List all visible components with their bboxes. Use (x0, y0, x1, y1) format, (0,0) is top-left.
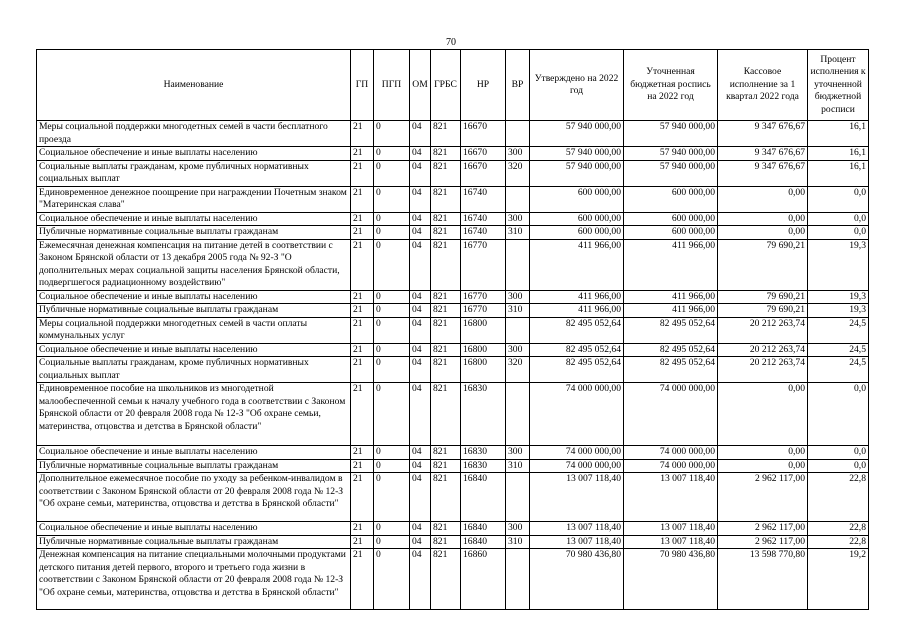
cell-percent: 16,1 (808, 121, 869, 147)
cell-nr: 16860 (461, 549, 506, 610)
cell-cash: 9 347 676,67 (718, 160, 808, 186)
header-om: ОМ (410, 50, 431, 121)
cell-percent: 19,3 (808, 239, 869, 290)
cell-name: Дополнительное ежемесячное пособие по уходу за ребенком-инвалидом в соответствии с Законом Брянской области от 20 февраля 2008 года № 12-З "Об охране семьи, материнства, отцовства и детства в Брянской области" (37, 473, 351, 522)
cell-name: Меры социальной поддержки многодетных семей в части оплаты коммунальных услуг (37, 317, 351, 343)
cell-refined: 411 966,00 (624, 239, 718, 290)
cell-approved: 600 000,00 (530, 186, 624, 212)
cell-refined: 600 000,00 (624, 212, 718, 226)
cell-om: 04 (410, 459, 431, 473)
cell-nr: 16840 (461, 473, 506, 522)
cell-approved: 74 000 000,00 (530, 459, 624, 473)
cell-ppgp: 0 (374, 549, 410, 610)
table-row (37, 473, 869, 522)
cell-approved: 57 940 000,00 (530, 121, 624, 147)
cell-percent: 19,3 (808, 290, 869, 304)
cell-approved: 57 940 000,00 (530, 147, 624, 161)
cell-ppgp: 0 (374, 473, 410, 522)
cell-name: Публичные нормативные социальные выплаты гражданам (37, 459, 351, 473)
cell-name: Социальное обеспечение и иные выплаты населению (37, 290, 351, 304)
cell-refined: 82 495 052,64 (624, 357, 718, 383)
cell-grbs: 821 (431, 535, 461, 549)
cell-ppgp: 0 (374, 304, 410, 318)
cell-cash: 20 212 263,74 (718, 343, 808, 357)
cell-grbs: 821 (431, 290, 461, 304)
table-row (37, 383, 869, 446)
cell-om: 04 (410, 147, 431, 161)
cell-vr: 300 (506, 147, 530, 161)
cell-vr: 300 (506, 290, 530, 304)
cell-refined: 57 940 000,00 (624, 121, 718, 147)
header-row (37, 50, 869, 121)
table-row (37, 226, 869, 240)
cell-refined: 74 000 000,00 (624, 459, 718, 473)
cell-vr: 300 (506, 343, 530, 357)
cell-ppgp: 0 (374, 383, 410, 446)
cell-nr: 16740 (461, 186, 506, 212)
cell-nr: 16740 (461, 212, 506, 226)
cell-cash: 2 962 117,00 (718, 473, 808, 522)
cell-grbs: 821 (431, 121, 461, 147)
cell-ppgp: 0 (374, 343, 410, 357)
cell-approved: 82 495 052,64 (530, 317, 624, 343)
cell-grbs: 821 (431, 459, 461, 473)
cell-gp: 21 (351, 147, 374, 161)
cell-percent: 24,5 (808, 357, 869, 383)
cell-nr: 16800 (461, 357, 506, 383)
cell-grbs: 821 (431, 343, 461, 357)
cell-om: 04 (410, 226, 431, 240)
cell-name: Социальное обеспечение и иные выплаты населению (37, 446, 351, 460)
cell-gp: 21 (351, 304, 374, 318)
cell-name: Социальное обеспечение и иные выплаты населению (37, 343, 351, 357)
cell-nr: 16740 (461, 226, 506, 240)
cell-nr: 16670 (461, 147, 506, 161)
cell-vr (506, 383, 530, 446)
cell-om: 04 (410, 535, 431, 549)
cell-cash: 2 962 117,00 (718, 522, 808, 536)
cell-grbs: 821 (431, 357, 461, 383)
cell-om: 04 (410, 446, 431, 460)
cell-om: 04 (410, 304, 431, 318)
cell-om: 04 (410, 473, 431, 522)
cell-grbs: 821 (431, 239, 461, 290)
cell-refined: 411 966,00 (624, 304, 718, 318)
cell-percent: 22,8 (808, 473, 869, 522)
table-row (37, 121, 869, 147)
budget-table (36, 49, 869, 610)
page-number: 70 (446, 37, 456, 48)
cell-percent: 0,0 (808, 186, 869, 212)
cell-vr: 310 (506, 535, 530, 549)
header-approved: Утверждено на 2022 год (530, 50, 624, 121)
cell-gp: 21 (351, 239, 374, 290)
cell-om: 04 (410, 290, 431, 304)
cell-approved: 411 966,00 (530, 239, 624, 290)
cell-gp: 21 (351, 473, 374, 522)
table-row (37, 160, 869, 186)
cell-grbs: 821 (431, 304, 461, 318)
cell-om: 04 (410, 239, 431, 290)
cell-vr: 300 (506, 212, 530, 226)
cell-ppgp: 0 (374, 535, 410, 549)
table-row (37, 343, 869, 357)
cell-ppgp: 0 (374, 160, 410, 186)
cell-refined: 57 940 000,00 (624, 147, 718, 161)
cell-om: 04 (410, 317, 431, 343)
cell-vr (506, 549, 530, 610)
table-row (37, 446, 869, 460)
table-row (37, 304, 869, 318)
table-row (37, 317, 869, 343)
header-refined: Уточненная бюджетная роспись на 2022 год (624, 50, 718, 121)
cell-approved: 411 966,00 (530, 290, 624, 304)
header-name: Наименование (37, 50, 351, 121)
cell-approved: 57 940 000,00 (530, 160, 624, 186)
cell-om: 04 (410, 549, 431, 610)
cell-grbs: 821 (431, 147, 461, 161)
cell-name: Единовременное пособие на школьников из многодетной малообеспеченной семьи к началу учебного года в соответствии с Законом Брянской области от 20 февраля 2008 года № 12-З "Об охране семьи, материнства, отцовства и детства в Брянской области" (37, 383, 351, 446)
cell-nr: 16830 (461, 446, 506, 460)
cell-ppgp: 0 (374, 446, 410, 460)
cell-name: Социальные выплаты гражданам, кроме публичных нормативных социальных выплат (37, 160, 351, 186)
cell-percent: 22,8 (808, 535, 869, 549)
cell-vr: 300 (506, 522, 530, 536)
cell-ppgp: 0 (374, 121, 410, 147)
cell-refined: 57 940 000,00 (624, 160, 718, 186)
cell-ppgp: 0 (374, 459, 410, 473)
cell-name: Социальное обеспечение и иные выплаты населению (37, 212, 351, 226)
cell-refined: 600 000,00 (624, 186, 718, 212)
table-row (37, 186, 869, 212)
cell-cash: 79 690,21 (718, 304, 808, 318)
cell-refined: 13 007 118,40 (624, 535, 718, 549)
cell-cash: 13 598 770,80 (718, 549, 808, 610)
cell-ppgp: 0 (374, 239, 410, 290)
cell-percent: 16,1 (808, 147, 869, 161)
cell-gp: 21 (351, 121, 374, 147)
cell-approved: 600 000,00 (530, 212, 624, 226)
cell-cash: 0,00 (718, 446, 808, 460)
table-row (37, 357, 869, 383)
cell-vr: 300 (506, 446, 530, 460)
cell-name: Денежная компенсация на питание специальными молочными продуктами детского питания детей первого, второго и третьего года жизни в соответствии с Законом Брянской области от 20 февраля 2008 года № 12-З "Об охране семьи, материнства, отцовства и детства в Брянской области" (37, 549, 351, 610)
cell-cash: 0,00 (718, 226, 808, 240)
cell-om: 04 (410, 160, 431, 186)
table-row (37, 535, 869, 549)
cell-refined: 13 007 118,40 (624, 473, 718, 522)
cell-percent: 16,1 (808, 160, 869, 186)
cell-gp: 21 (351, 522, 374, 536)
cell-cash: 0,00 (718, 459, 808, 473)
cell-percent: 0,0 (808, 383, 869, 446)
cell-approved: 600 000,00 (530, 226, 624, 240)
cell-cash: 79 690,21 (718, 290, 808, 304)
cell-vr: 310 (506, 226, 530, 240)
cell-cash: 9 347 676,67 (718, 147, 808, 161)
cell-gp: 21 (351, 212, 374, 226)
cell-grbs: 821 (431, 446, 461, 460)
cell-vr (506, 186, 530, 212)
cell-percent: 0,0 (808, 212, 869, 226)
cell-percent: 0,0 (808, 446, 869, 460)
cell-grbs: 821 (431, 383, 461, 446)
cell-gp: 21 (351, 186, 374, 212)
cell-ppgp: 0 (374, 317, 410, 343)
cell-nr: 16770 (461, 304, 506, 318)
cell-vr: 320 (506, 357, 530, 383)
cell-ppgp: 0 (374, 212, 410, 226)
cell-approved: 411 966,00 (530, 304, 624, 318)
header-grbs: ГРБС (431, 50, 461, 121)
cell-om: 04 (410, 186, 431, 212)
table-row (37, 212, 869, 226)
cell-approved: 70 980 436,80 (530, 549, 624, 610)
header-percent: Процент исполнения к уточненной бюджетной росписи (808, 50, 869, 121)
cell-refined: 600 000,00 (624, 226, 718, 240)
cell-nr: 16800 (461, 343, 506, 357)
cell-approved: 82 495 052,64 (530, 357, 624, 383)
cell-approved: 13 007 118,40 (530, 522, 624, 536)
cell-gp: 21 (351, 383, 374, 446)
cell-nr: 16670 (461, 121, 506, 147)
cell-cash: 9 347 676,67 (718, 121, 808, 147)
cell-refined: 74 000 000,00 (624, 383, 718, 446)
cell-cash: 0,00 (718, 212, 808, 226)
cell-cash: 2 962 117,00 (718, 535, 808, 549)
cell-name: Социальные выплаты гражданам, кроме публичных нормативных социальных выплат (37, 357, 351, 383)
cell-refined: 82 495 052,64 (624, 343, 718, 357)
cell-ppgp: 0 (374, 147, 410, 161)
cell-cash: 20 212 263,74 (718, 317, 808, 343)
cell-ppgp: 0 (374, 357, 410, 383)
header-ppgp: ПГП (374, 50, 410, 121)
cell-name: Ежемесячная денежная компенсация на питание детей в соответствии с Законом Брянской области от 13 декабря 2005 года № 92-З "О дополнительных мерах социальной защиты населения Брянской области, подвергшегося радиационному воздействию" (37, 239, 351, 290)
cell-approved: 74 000 000,00 (530, 383, 624, 446)
cell-percent: 0,0 (808, 459, 869, 473)
table-row (37, 239, 869, 290)
cell-approved: 82 495 052,64 (530, 343, 624, 357)
cell-percent: 19,2 (808, 549, 869, 610)
table-row (37, 459, 869, 473)
cell-name: Публичные нормативные социальные выплаты гражданам (37, 226, 351, 240)
cell-om: 04 (410, 357, 431, 383)
table-row (37, 147, 869, 161)
cell-percent: 19,3 (808, 304, 869, 318)
cell-grbs: 821 (431, 549, 461, 610)
cell-ppgp: 0 (374, 290, 410, 304)
cell-refined: 82 495 052,64 (624, 317, 718, 343)
cell-percent: 0,0 (808, 226, 869, 240)
cell-om: 04 (410, 522, 431, 536)
cell-grbs: 821 (431, 186, 461, 212)
cell-nr: 16840 (461, 522, 506, 536)
cell-cash: 0,00 (718, 383, 808, 446)
cell-nr: 16830 (461, 459, 506, 473)
cell-refined: 70 980 436,80 (624, 549, 718, 610)
header-vr: ВР (506, 50, 530, 121)
cell-approved: 13 007 118,40 (530, 473, 624, 522)
cell-nr: 16670 (461, 160, 506, 186)
cell-gp: 21 (351, 290, 374, 304)
cell-grbs: 821 (431, 212, 461, 226)
cell-ppgp: 0 (374, 226, 410, 240)
cell-grbs: 821 (431, 160, 461, 186)
cell-gp: 21 (351, 535, 374, 549)
cell-percent: 24,5 (808, 343, 869, 357)
header-gp: ГП (351, 50, 374, 121)
cell-gp: 21 (351, 343, 374, 357)
cell-percent: 22,8 (808, 522, 869, 536)
cell-nr: 16830 (461, 383, 506, 446)
cell-percent: 24,5 (808, 317, 869, 343)
cell-refined: 13 007 118,40 (624, 522, 718, 536)
cell-gp: 21 (351, 317, 374, 343)
cell-vr (506, 317, 530, 343)
cell-approved: 74 000 000,00 (530, 446, 624, 460)
cell-om: 04 (410, 121, 431, 147)
cell-refined: 74 000 000,00 (624, 446, 718, 460)
cell-name: Публичные нормативные социальные выплаты гражданам (37, 535, 351, 549)
cell-nr: 16770 (461, 290, 506, 304)
table-row (37, 549, 869, 610)
cell-vr (506, 473, 530, 522)
table-row (37, 290, 869, 304)
cell-gp: 21 (351, 549, 374, 610)
cell-cash: 20 212 263,74 (718, 357, 808, 383)
cell-ppgp: 0 (374, 186, 410, 212)
cell-vr: 310 (506, 459, 530, 473)
cell-vr: 310 (506, 304, 530, 318)
cell-ppgp: 0 (374, 522, 410, 536)
cell-om: 04 (410, 343, 431, 357)
cell-refined: 411 966,00 (624, 290, 718, 304)
cell-gp: 21 (351, 226, 374, 240)
cell-om: 04 (410, 383, 431, 446)
cell-gp: 21 (351, 160, 374, 186)
cell-cash: 0,00 (718, 186, 808, 212)
cell-gp: 21 (351, 446, 374, 460)
cell-vr (506, 239, 530, 290)
cell-nr: 16770 (461, 239, 506, 290)
cell-approved: 13 007 118,40 (530, 535, 624, 549)
cell-gp: 21 (351, 357, 374, 383)
cell-name: Социальное обеспечение и иные выплаты населению (37, 522, 351, 536)
cell-cash: 79 690,21 (718, 239, 808, 290)
cell-name: Социальное обеспечение и иные выплаты населению (37, 147, 351, 161)
cell-nr: 16800 (461, 317, 506, 343)
cell-grbs: 821 (431, 473, 461, 522)
cell-om: 04 (410, 212, 431, 226)
table-row (37, 522, 869, 536)
cell-name: Публичные нормативные социальные выплаты гражданам (37, 304, 351, 318)
header-nr: НР (461, 50, 506, 121)
header-cash: Кассовое исполнение за 1 квартал 2022 года (718, 50, 808, 121)
cell-grbs: 821 (431, 522, 461, 536)
cell-vr (506, 121, 530, 147)
cell-vr: 320 (506, 160, 530, 186)
cell-gp: 21 (351, 459, 374, 473)
cell-grbs: 821 (431, 317, 461, 343)
cell-nr: 16840 (461, 535, 506, 549)
cell-grbs: 821 (431, 226, 461, 240)
cell-name: Меры социальной поддержки многодетных семей в части бесплатного проезда (37, 121, 351, 147)
cell-name: Единовременное денежное поощрение при награждении Почетным знаком "Материнская слава" (37, 186, 351, 212)
